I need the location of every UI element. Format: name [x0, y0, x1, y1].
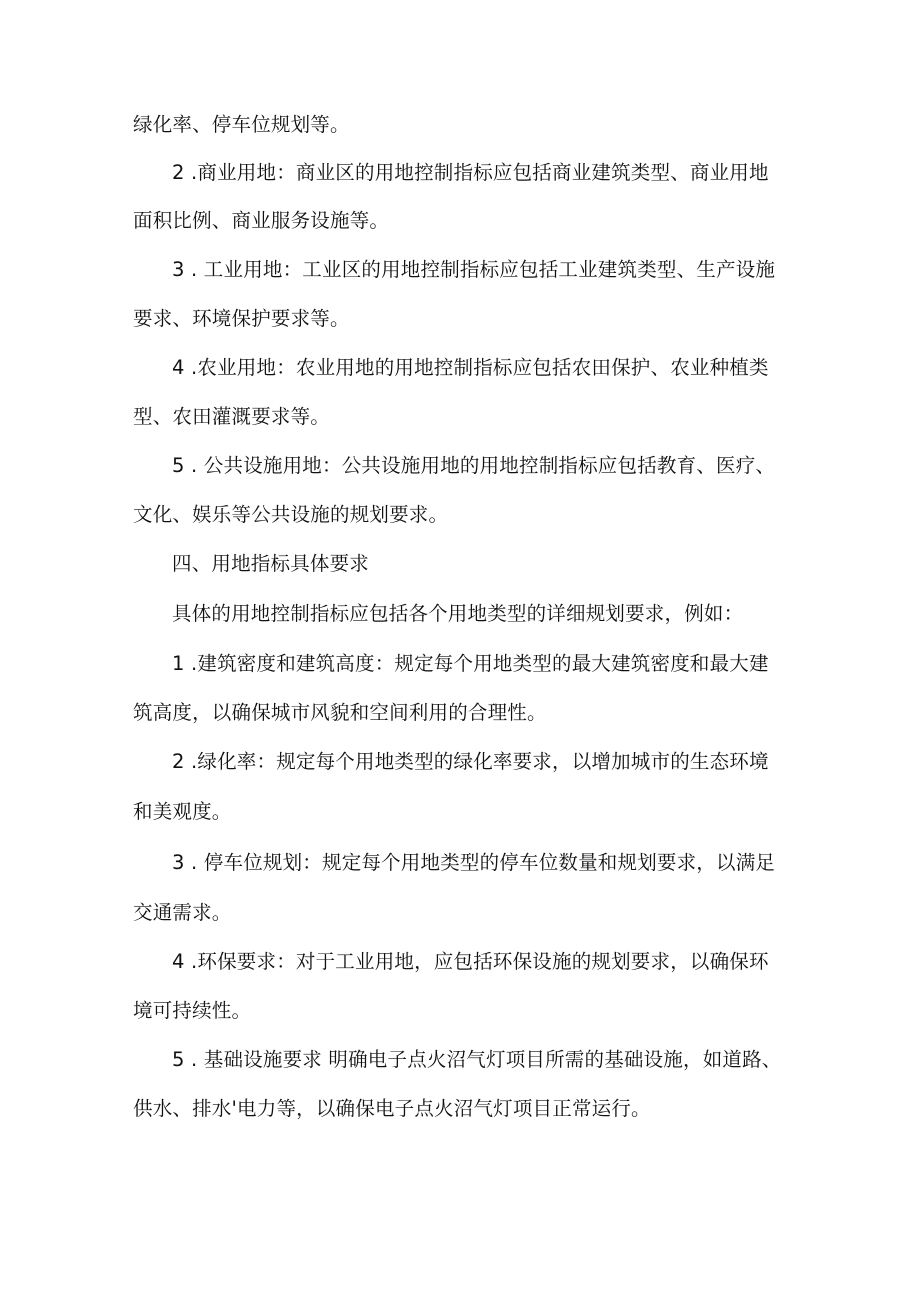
text-line: 1 .建筑密度和建筑高度：规定每个用地类型的最大建筑密度和最大建: [172, 652, 769, 675]
text-line: 交通需求。: [133, 901, 232, 924]
text-line: 3 . 工业用地：工业区的用地控制指标应包括工业建筑类型、生产设施: [172, 258, 776, 281]
text-line: 和美观度。: [133, 800, 232, 823]
text-line: 4 .农业用地：农业用地的用地控制指标应包括农田保护、农业种植类: [172, 356, 769, 379]
text-line: 境可持续性。: [133, 999, 252, 1022]
text-line: 5 . 基础设施要求 明确电子点火沼气灯项目所需的基础设施，如道路、: [172, 1048, 782, 1071]
text-line: 5 . 公共设施用地：公共设施用地的用地控制指标应包括教育、医疗、: [172, 454, 776, 477]
text-line: 2 .绿化率：规定每个用地类型的绿化率要求，以增加城市的生态环境: [172, 750, 769, 773]
text-line: 3 . 停车位规划：规定每个用地类型的停车位数量和规划要求，以满足: [172, 851, 776, 874]
section-heading: 四、用地指标具体要求: [172, 552, 370, 575]
text-line: 4 .环保要求：对于工业用地，应包括环保设施的规划要求，以确保环: [172, 950, 769, 973]
text-line: 筑高度，以确保城市风貌和空间利用的合理性。: [133, 701, 547, 724]
text-line: 型、农田灌溉要求等。: [133, 405, 331, 428]
text-line: 具体的用地控制指标应包括各个用地类型的详细规划要求，例如：: [172, 602, 744, 625]
text-line: 文化、娱乐等公共设施的规划要求。: [133, 503, 449, 526]
text-line: 2 .商业用地：商业区的用地控制指标应包括商业建筑类型、商业用地: [172, 161, 769, 184]
text-line: 面积比例、商业服务设施等。: [133, 209, 390, 232]
text-line: 供水、排水'电力等，以确保电子点火沼气灯项目正常运行。: [133, 1097, 651, 1120]
text-line: 绿化率、停车位规划等。: [133, 113, 350, 136]
text-line: 要求、环境保护要求等。: [133, 307, 350, 330]
